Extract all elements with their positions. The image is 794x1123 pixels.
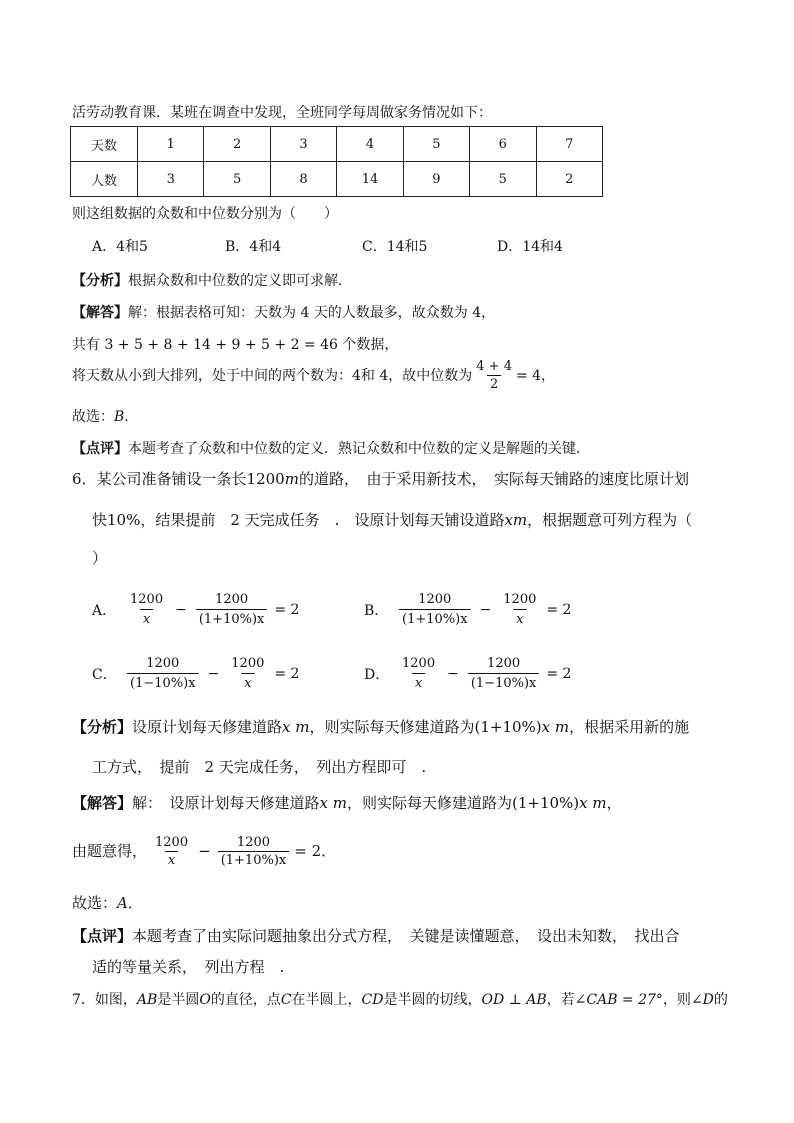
fraction-numerator: 1200	[146, 656, 180, 671]
fraction-denominator: (1+10%)x	[218, 851, 290, 867]
q6-analysis-line1	[72, 720, 689, 735]
analysis-text: 根据众数和中位数的定义即可求解．	[128, 273, 352, 289]
table-cell: 3	[270, 127, 336, 162]
q6-option-b	[364, 592, 571, 627]
q7-stem	[72, 993, 728, 1007]
fraction-denominator: x	[412, 673, 425, 691]
stem-text: 的	[713, 992, 728, 1008]
stem-text: 是半圆的切线，	[383, 992, 482, 1008]
fraction-denominator: x	[140, 609, 153, 627]
expression: (1+10%)	[512, 794, 580, 812]
length-value: 1200	[246, 470, 285, 488]
fraction-numerator: 1200	[236, 835, 270, 850]
q6-option-d	[364, 656, 571, 691]
perpendicular-relation: OD ⊥ AB	[481, 992, 547, 1008]
minus-sign: −	[207, 665, 220, 682]
fraction	[127, 592, 166, 627]
table-cell: 6	[470, 127, 536, 162]
stem-text: 6．某公司准备铺设一条长	[72, 470, 247, 488]
fraction-numerator: 1200	[130, 592, 164, 607]
stem-text: ，根据题意可列方程为（	[527, 511, 693, 529]
q6-option-c	[92, 656, 299, 691]
equation-rhs: = 2	[274, 601, 300, 618]
equation-rhs: = 2．	[294, 842, 337, 860]
stem-text: 的道路， 由于采用新技术， 实际每天铺路的速度比原计划	[298, 470, 689, 488]
variable-x: x m	[579, 794, 607, 812]
q5-comment	[72, 442, 590, 456]
minus-sign: −	[447, 665, 459, 682]
fraction-numerator: 1200	[215, 592, 249, 607]
answer-text: 解：根据表格可知：天数为 4 天的人数最多，故众数为 4，	[128, 305, 496, 321]
table-cell: 人数	[71, 162, 138, 197]
answer-text: ，则实际每天修建道路为	[346, 794, 512, 812]
q6-answer-line2	[72, 836, 336, 867]
fraction	[399, 656, 438, 691]
analysis-tag: 【分析】	[72, 718, 133, 736]
segment-ab: AB	[136, 992, 158, 1008]
table-cell: 天数	[71, 127, 138, 162]
analysis-text: 设原计划每天修建道路	[132, 718, 283, 736]
table-cell: 5	[204, 162, 270, 197]
option-label: A．	[92, 602, 117, 619]
variable-x: x m	[319, 794, 347, 812]
answer-tag: 【解答】	[72, 305, 128, 321]
fraction-numerator: 1200	[402, 656, 436, 671]
expression: (1+10%)	[474, 718, 542, 736]
q5-question: 则这组数据的众数和中位数分别为（ ）	[72, 206, 338, 222]
q6-choose	[72, 896, 143, 911]
choose-label: 故选：	[72, 894, 118, 912]
q6-comment-line2: 适的等量关系， 列出方程 .	[92, 958, 285, 976]
stem-text: 是半圆	[157, 992, 200, 1008]
option-label: D．	[364, 666, 390, 683]
fraction-numerator: 1200	[418, 592, 452, 607]
point-c: C	[280, 992, 292, 1008]
fraction	[218, 836, 290, 867]
q5-answer-line2: 共有 3 + 5 + 8 + 14 + 9 + 5 + 2 = 46 个数据，	[72, 337, 399, 353]
point-o: O	[199, 992, 211, 1008]
answer-text: = 4，	[515, 367, 556, 384]
fraction-denominator: x	[241, 673, 254, 691]
table-cell: 1	[138, 127, 204, 162]
choose-label: 故选：	[72, 409, 114, 425]
option-label: B．	[364, 602, 389, 619]
table-row-days	[71, 127, 603, 162]
answer-text: 由题意得，	[72, 842, 148, 860]
table-cell: 2	[536, 162, 602, 197]
fraction	[196, 592, 268, 627]
median-fraction	[473, 360, 515, 391]
stem-text: ，结果提前 2 天完成任务 . 设原计划每天铺设道路	[140, 511, 505, 529]
unit-m: m	[284, 470, 299, 488]
answer-text: 将天数从小到大排列，处于中间的两个数为：4和 4，故中位数为	[72, 367, 473, 384]
stem-text: 7．如图，	[72, 992, 137, 1008]
stem-text: 快	[92, 511, 108, 529]
fraction-denominator: (1−10%)x	[127, 673, 199, 691]
table-cell: 2	[204, 127, 270, 162]
fraction-denominator: (1−10%)x	[468, 673, 540, 691]
variable-x: x m	[282, 718, 310, 736]
q5-answer-line3	[72, 360, 555, 391]
angle-d: ∠D	[690, 992, 714, 1008]
q6-option-a	[92, 592, 299, 627]
fraction	[228, 656, 267, 691]
segment-cd: CD	[361, 992, 384, 1008]
stem-text: ，若	[546, 992, 575, 1008]
choose-end: ．	[124, 409, 139, 425]
stem-text: 在半圆上，	[291, 992, 362, 1008]
answer-text: ，	[606, 794, 622, 812]
table-cell: 14	[337, 162, 403, 197]
comment-tag: 【点评】	[72, 441, 128, 457]
table-cell: 7	[536, 127, 602, 162]
fraction	[500, 592, 539, 627]
q6-stem-line1	[72, 472, 689, 487]
fraction-denominator: (1+10%)x	[399, 609, 471, 627]
chores-table	[70, 126, 603, 197]
fraction	[127, 656, 199, 691]
angle-cab: ∠CAB = 27°	[574, 992, 663, 1008]
table-cell: 8	[270, 162, 336, 197]
table-cell: 4	[337, 127, 403, 162]
q5-option-b: B．4和4	[225, 239, 282, 255]
table-row-people	[71, 162, 603, 197]
stem-text: ，则	[662, 992, 691, 1008]
minus-sign: −	[175, 601, 187, 618]
fraction-numerator: 1200	[231, 656, 265, 671]
choose-letter: B	[114, 409, 125, 425]
fraction-denominator: x	[513, 609, 526, 627]
q5-choose	[72, 410, 138, 424]
minus-sign: −	[198, 842, 211, 860]
q5-answer-line1	[72, 306, 495, 320]
q6-stem-line2	[92, 513, 692, 528]
analysis-text: ，根据采用新的施	[569, 718, 690, 736]
comment-text: 本题考查了由实际问题抽象出分式方程， 关键是读懂题意， 设出未知数， 找出合	[132, 927, 680, 945]
answer-tag: 【解答】	[72, 794, 133, 812]
analysis-tag: 【分析】	[72, 273, 128, 289]
table-cell: 3	[138, 162, 204, 197]
q6-analysis-line2: 工方式， 提前 2 天完成任务， 列出方程即可 .	[92, 758, 427, 776]
choose-letter: A	[117, 894, 128, 912]
stem-text: 的直径，点	[210, 992, 281, 1008]
fraction-denominator: (1+10%)x	[196, 609, 268, 627]
table-cell: 5	[403, 127, 469, 162]
fraction-denominator: 2	[487, 375, 501, 391]
option-label: C．	[92, 666, 117, 683]
equation-rhs: = 2	[546, 601, 572, 618]
equation-rhs: = 2	[274, 665, 300, 682]
fraction-numerator: 1200	[487, 656, 521, 671]
fraction	[468, 656, 540, 691]
fraction-numerator: 4 + 4	[476, 359, 512, 374]
equation-rhs: = 2	[546, 665, 572, 682]
fraction	[399, 592, 471, 627]
variable-xm: xm	[504, 511, 528, 529]
q5-option-d: D．14和4	[497, 239, 563, 255]
comment-tag: 【点评】	[72, 927, 133, 945]
table-cell: 5	[470, 162, 536, 197]
analysis-text: ，则实际每天修建道路为	[309, 718, 475, 736]
comment-text: 本题考查了众数和中位数的定义．熟记众数和中位数的定义是解题的关键．	[128, 441, 590, 457]
q6-answer-line1	[72, 796, 622, 811]
fraction	[152, 836, 191, 867]
q5-analysis	[72, 274, 352, 288]
q5-option-c: C．14和5	[362, 239, 428, 255]
fraction-numerator: 1200	[503, 592, 537, 607]
q5-option-a: A．4和5	[92, 239, 148, 255]
q6-stem-line3: ）	[92, 549, 108, 567]
q6-comment-line1	[72, 929, 680, 944]
choose-end: ．	[127, 894, 143, 912]
q5-intro: 活劳动教育课．某班在调查中发现，全班同学每周做家务情况如下：	[72, 105, 492, 121]
fraction-numerator: 1200	[155, 835, 189, 850]
variable-x: x m	[541, 718, 570, 736]
fraction-denominator: x	[165, 851, 178, 867]
table-cell: 9	[403, 162, 469, 197]
percent-value: 10%	[107, 511, 141, 529]
minus-sign: −	[479, 601, 492, 618]
answer-text: 解： 设原计划每天修建道路	[132, 794, 320, 812]
